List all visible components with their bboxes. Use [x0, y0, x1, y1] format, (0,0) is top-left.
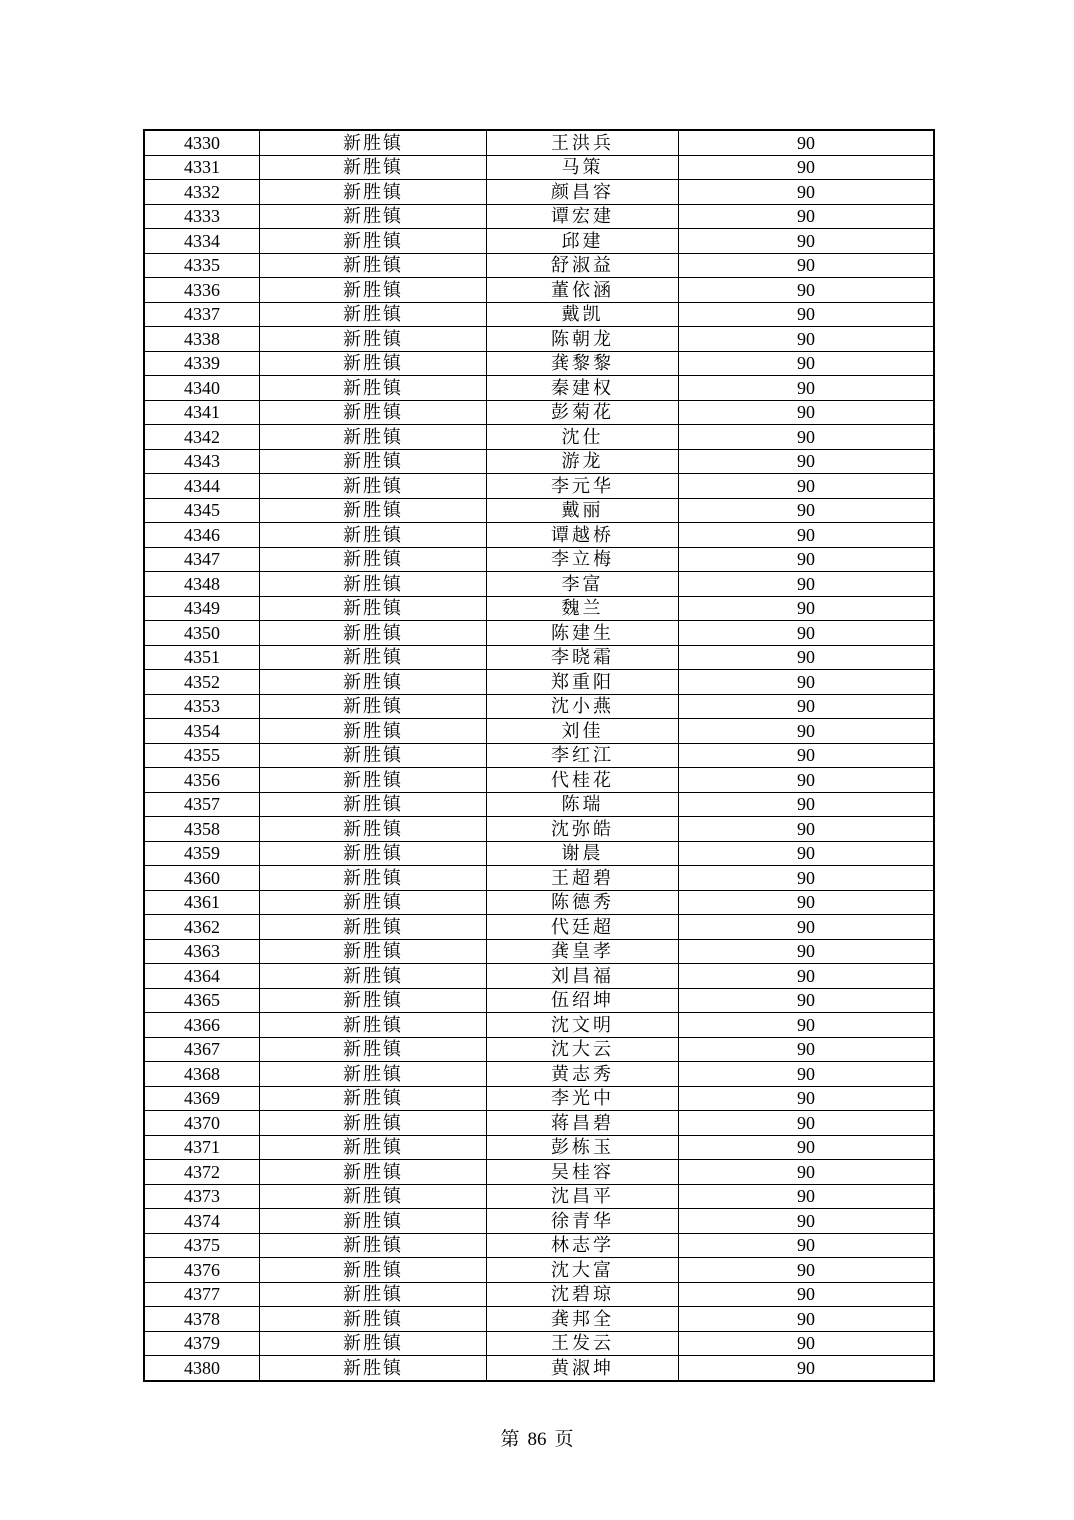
score-cell: 90: [679, 1331, 935, 1356]
row-number-cell: 4378: [144, 1307, 260, 1332]
person-name-cell: 谢晨: [487, 841, 679, 866]
town-cell: 新胜镇: [260, 670, 487, 695]
row-number-cell: 4369: [144, 1086, 260, 1111]
person-name-cell: 谭越桥: [487, 523, 679, 548]
row-number-cell: 4366: [144, 1013, 260, 1038]
score-cell: 90: [679, 1184, 935, 1209]
table-row: [144, 474, 934, 499]
town-cell: 新胜镇: [260, 351, 487, 376]
town-cell: 新胜镇: [260, 1282, 487, 1307]
person-name-cell: 陈建生: [487, 621, 679, 646]
page-number-prefix: 第: [500, 1429, 520, 1450]
table-row: [144, 988, 934, 1013]
score-cell: 90: [679, 474, 935, 499]
person-name-cell: 沈碧琼: [487, 1282, 679, 1307]
table-row: [144, 302, 934, 327]
score-cell: 90: [679, 939, 935, 964]
person-name-cell: 刘昌福: [487, 964, 679, 989]
row-number-cell: 4338: [144, 327, 260, 352]
town-cell: 新胜镇: [260, 547, 487, 572]
row-number-cell: 4360: [144, 866, 260, 891]
row-number-cell: 4334: [144, 229, 260, 254]
town-cell: 新胜镇: [260, 130, 487, 155]
town-cell: 新胜镇: [260, 694, 487, 719]
person-name-cell: 黄淑坤: [487, 1356, 679, 1381]
score-cell: 90: [679, 621, 935, 646]
table-row: [144, 1307, 934, 1332]
row-number-cell: 4333: [144, 204, 260, 229]
table-row: [144, 253, 934, 278]
table-row: [144, 792, 934, 817]
score-cell: 90: [679, 596, 935, 621]
town-cell: 新胜镇: [260, 1233, 487, 1258]
score-cell: 90: [679, 670, 935, 695]
table-row: [144, 327, 934, 352]
score-cell: 90: [679, 204, 935, 229]
person-name-cell: 彭菊花: [487, 400, 679, 425]
person-name-cell: 李元华: [487, 474, 679, 499]
score-cell: 90: [679, 1258, 935, 1283]
table-row: [144, 130, 934, 155]
row-number-cell: 4336: [144, 278, 260, 303]
town-cell: 新胜镇: [260, 1111, 487, 1136]
person-name-cell: 王洪兵: [487, 130, 679, 155]
town-cell: 新胜镇: [260, 1356, 487, 1381]
table-row: [144, 572, 934, 597]
town-cell: 新胜镇: [260, 792, 487, 817]
town-cell: 新胜镇: [260, 866, 487, 891]
person-name-cell: 舒淑益: [487, 253, 679, 278]
table-row: [144, 1111, 934, 1136]
town-cell: 新胜镇: [260, 915, 487, 940]
town-cell: 新胜镇: [260, 1209, 487, 1234]
row-number-cell: 4346: [144, 523, 260, 548]
score-cell: 90: [679, 425, 935, 450]
row-number-cell: 4331: [144, 155, 260, 180]
person-name-cell: 马策: [487, 155, 679, 180]
town-cell: 新胜镇: [260, 621, 487, 646]
town-cell: 新胜镇: [260, 376, 487, 401]
row-number-cell: 4348: [144, 572, 260, 597]
score-cell: 90: [679, 523, 935, 548]
score-cell: 90: [679, 1160, 935, 1185]
town-cell: 新胜镇: [260, 523, 487, 548]
row-number-cell: 4341: [144, 400, 260, 425]
table-row: [144, 278, 934, 303]
table-row: [144, 890, 934, 915]
person-name-cell: 沈弥皓: [487, 817, 679, 842]
score-cell: 90: [679, 253, 935, 278]
score-cell: 90: [679, 645, 935, 670]
row-number-cell: 4354: [144, 719, 260, 744]
table-row: [144, 180, 934, 205]
person-name-cell: 徐青华: [487, 1209, 679, 1234]
town-cell: 新胜镇: [260, 1160, 487, 1185]
score-cell: 90: [679, 155, 935, 180]
town-cell: 新胜镇: [260, 1037, 487, 1062]
score-cell: 90: [679, 1209, 935, 1234]
town-cell: 新胜镇: [260, 327, 487, 352]
town-cell: 新胜镇: [260, 498, 487, 523]
table-row: [144, 1282, 934, 1307]
table-row: [144, 645, 934, 670]
table-row: [144, 523, 934, 548]
score-cell: 90: [679, 498, 935, 523]
table-row: [144, 1013, 934, 1038]
row-number-cell: 4359: [144, 841, 260, 866]
table-row: [144, 1233, 934, 1258]
row-number-cell: 4376: [144, 1258, 260, 1283]
table-row: [144, 694, 934, 719]
town-cell: 新胜镇: [260, 155, 487, 180]
row-number-cell: 4342: [144, 425, 260, 450]
table-row: [144, 1331, 934, 1356]
person-name-cell: 李立梅: [487, 547, 679, 572]
row-number-cell: 4340: [144, 376, 260, 401]
person-name-cell: 李富: [487, 572, 679, 597]
person-name-cell: 沈文明: [487, 1013, 679, 1038]
person-name-cell: 王发云: [487, 1331, 679, 1356]
row-number-cell: 4350: [144, 621, 260, 646]
table-row: [144, 768, 934, 793]
town-cell: 新胜镇: [260, 1013, 487, 1038]
score-cell: 90: [679, 130, 935, 155]
town-cell: 新胜镇: [260, 939, 487, 964]
score-cell: 90: [679, 743, 935, 768]
town-cell: 新胜镇: [260, 449, 487, 474]
score-cell: 90: [679, 1062, 935, 1087]
town-cell: 新胜镇: [260, 964, 487, 989]
score-cell: 90: [679, 964, 935, 989]
row-number-cell: 4361: [144, 890, 260, 915]
score-cell: 90: [679, 915, 935, 940]
person-name-cell: 沈大云: [487, 1037, 679, 1062]
score-cell: 90: [679, 302, 935, 327]
town-cell: 新胜镇: [260, 1331, 487, 1356]
page-number: 86: [527, 1429, 547, 1450]
town-cell: 新胜镇: [260, 204, 487, 229]
town-cell: 新胜镇: [260, 400, 487, 425]
town-cell: 新胜镇: [260, 302, 487, 327]
score-cell: 90: [679, 278, 935, 303]
row-number-cell: 4343: [144, 449, 260, 474]
table-row: [144, 449, 934, 474]
row-number-cell: 4373: [144, 1184, 260, 1209]
town-cell: 新胜镇: [260, 768, 487, 793]
person-name-cell: 董依涵: [487, 278, 679, 303]
town-cell: 新胜镇: [260, 1135, 487, 1160]
person-name-cell: 戴凯: [487, 302, 679, 327]
score-cell: 90: [679, 376, 935, 401]
table-row: [144, 719, 934, 744]
row-number-cell: 4377: [144, 1282, 260, 1307]
person-name-cell: 李晓霜: [487, 645, 679, 670]
row-number-cell: 4362: [144, 915, 260, 940]
table-row: [144, 596, 934, 621]
row-number-cell: 4347: [144, 547, 260, 572]
page-footer: [0, 1428, 1074, 1452]
score-cell: 90: [679, 1282, 935, 1307]
person-name-cell: 郑重阳: [487, 670, 679, 695]
person-name-cell: 游龙: [487, 449, 679, 474]
row-number-cell: 4358: [144, 817, 260, 842]
score-cell: 90: [679, 694, 935, 719]
town-cell: 新胜镇: [260, 229, 487, 254]
score-cell: 90: [679, 327, 935, 352]
row-number-cell: 4357: [144, 792, 260, 817]
person-name-cell: 戴丽: [487, 498, 679, 523]
score-cell: 90: [679, 1013, 935, 1038]
row-number-cell: 4370: [144, 1111, 260, 1136]
town-cell: 新胜镇: [260, 719, 487, 744]
row-number-cell: 4374: [144, 1209, 260, 1234]
score-cell: 90: [679, 792, 935, 817]
town-cell: 新胜镇: [260, 253, 487, 278]
person-name-cell: 李红江: [487, 743, 679, 768]
score-cell: 90: [679, 1233, 935, 1258]
person-name-cell: 魏兰: [487, 596, 679, 621]
town-cell: 新胜镇: [260, 425, 487, 450]
town-cell: 新胜镇: [260, 743, 487, 768]
table-row: [144, 841, 934, 866]
row-number-cell: 4372: [144, 1160, 260, 1185]
person-name-cell: 伍绍坤: [487, 988, 679, 1013]
table-row: [144, 621, 934, 646]
row-number-cell: 4364: [144, 964, 260, 989]
person-name-cell: 秦建权: [487, 376, 679, 401]
score-cell: 90: [679, 841, 935, 866]
row-number-cell: 4371: [144, 1135, 260, 1160]
person-name-cell: 蒋昌碧: [487, 1111, 679, 1136]
row-number-cell: 4351: [144, 645, 260, 670]
table-row: [144, 204, 934, 229]
score-cell: 90: [679, 866, 935, 891]
row-number-cell: 4339: [144, 351, 260, 376]
row-number-cell: 4355: [144, 743, 260, 768]
person-name-cell: 沈仕: [487, 425, 679, 450]
person-name-cell: 黄志秀: [487, 1062, 679, 1087]
row-number-cell: 4352: [144, 670, 260, 695]
table-row: [144, 351, 934, 376]
person-name-cell: 龚邦全: [487, 1307, 679, 1332]
row-number-cell: 4337: [144, 302, 260, 327]
table-row: [144, 1037, 934, 1062]
town-cell: 新胜镇: [260, 1062, 487, 1087]
table-row: [144, 1258, 934, 1283]
person-name-cell: 龚皇孝: [487, 939, 679, 964]
table-row: [144, 1086, 934, 1111]
town-cell: 新胜镇: [260, 988, 487, 1013]
town-cell: 新胜镇: [260, 645, 487, 670]
person-name-cell: 沈昌平: [487, 1184, 679, 1209]
person-name-cell: 彭栋玉: [487, 1135, 679, 1160]
table-row: [144, 155, 934, 180]
table-row: [144, 498, 934, 523]
roster-table: [143, 129, 935, 1382]
person-name-cell: 龚黎黎: [487, 351, 679, 376]
row-number-cell: 4363: [144, 939, 260, 964]
score-cell: 90: [679, 1037, 935, 1062]
person-name-cell: 陈朝龙: [487, 327, 679, 352]
table-row: [144, 376, 934, 401]
town-cell: 新胜镇: [260, 180, 487, 205]
town-cell: 新胜镇: [260, 278, 487, 303]
person-name-cell: 代廷超: [487, 915, 679, 940]
row-number-cell: 4335: [144, 253, 260, 278]
town-cell: 新胜镇: [260, 1307, 487, 1332]
table-row: [144, 670, 934, 695]
table-row: [144, 1356, 934, 1381]
person-name-cell: 邱建: [487, 229, 679, 254]
table-row: [144, 1184, 934, 1209]
table-row: [144, 1135, 934, 1160]
table-row: [144, 1062, 934, 1087]
score-cell: 90: [679, 890, 935, 915]
town-cell: 新胜镇: [260, 817, 487, 842]
person-name-cell: 李光中: [487, 1086, 679, 1111]
person-name-cell: 刘佳: [487, 719, 679, 744]
table-row: [144, 817, 934, 842]
score-cell: 90: [679, 988, 935, 1013]
row-number-cell: 4330: [144, 130, 260, 155]
score-cell: 90: [679, 1135, 935, 1160]
row-number-cell: 4353: [144, 694, 260, 719]
score-cell: 90: [679, 400, 935, 425]
row-number-cell: 4368: [144, 1062, 260, 1087]
roster-table-body: [144, 130, 934, 1381]
row-number-cell: 4345: [144, 498, 260, 523]
score-cell: 90: [679, 1086, 935, 1111]
score-cell: 90: [679, 449, 935, 474]
table-row: [144, 400, 934, 425]
town-cell: 新胜镇: [260, 1086, 487, 1111]
table-row: [144, 866, 934, 891]
town-cell: 新胜镇: [260, 572, 487, 597]
town-cell: 新胜镇: [260, 474, 487, 499]
town-cell: 新胜镇: [260, 1258, 487, 1283]
person-name-cell: 陈德秀: [487, 890, 679, 915]
table-row: [144, 743, 934, 768]
score-cell: 90: [679, 572, 935, 597]
town-cell: 新胜镇: [260, 890, 487, 915]
row-number-cell: 4367: [144, 1037, 260, 1062]
person-name-cell: 沈小燕: [487, 694, 679, 719]
table-row: [144, 939, 934, 964]
table-row: [144, 547, 934, 572]
score-cell: 90: [679, 768, 935, 793]
town-cell: 新胜镇: [260, 841, 487, 866]
town-cell: 新胜镇: [260, 596, 487, 621]
person-name-cell: 陈瑞: [487, 792, 679, 817]
table-row: [144, 915, 934, 940]
score-cell: 90: [679, 351, 935, 376]
row-number-cell: 4349: [144, 596, 260, 621]
score-cell: 90: [679, 1356, 935, 1381]
row-number-cell: 4344: [144, 474, 260, 499]
table-row: [144, 229, 934, 254]
score-cell: 90: [679, 719, 935, 744]
person-name-cell: 代桂花: [487, 768, 679, 793]
person-name-cell: 颜昌容: [487, 180, 679, 205]
person-name-cell: 谭宏建: [487, 204, 679, 229]
score-cell: 90: [679, 180, 935, 205]
row-number-cell: 4332: [144, 180, 260, 205]
score-cell: 90: [679, 817, 935, 842]
page-number-suffix: 页: [554, 1429, 574, 1450]
person-name-cell: 沈大富: [487, 1258, 679, 1283]
table-row: [144, 964, 934, 989]
row-number-cell: 4380: [144, 1356, 260, 1381]
score-cell: 90: [679, 547, 935, 572]
person-name-cell: 吴桂容: [487, 1160, 679, 1185]
person-name-cell: 林志学: [487, 1233, 679, 1258]
table-row: [144, 1160, 934, 1185]
row-number-cell: 4379: [144, 1331, 260, 1356]
table-row: [144, 425, 934, 450]
score-cell: 90: [679, 1307, 935, 1332]
table-row: [144, 1209, 934, 1234]
score-cell: 90: [679, 229, 935, 254]
row-number-cell: 4375: [144, 1233, 260, 1258]
row-number-cell: 4365: [144, 988, 260, 1013]
town-cell: 新胜镇: [260, 1184, 487, 1209]
score-cell: 90: [679, 1111, 935, 1136]
person-name-cell: 王超碧: [487, 866, 679, 891]
row-number-cell: 4356: [144, 768, 260, 793]
